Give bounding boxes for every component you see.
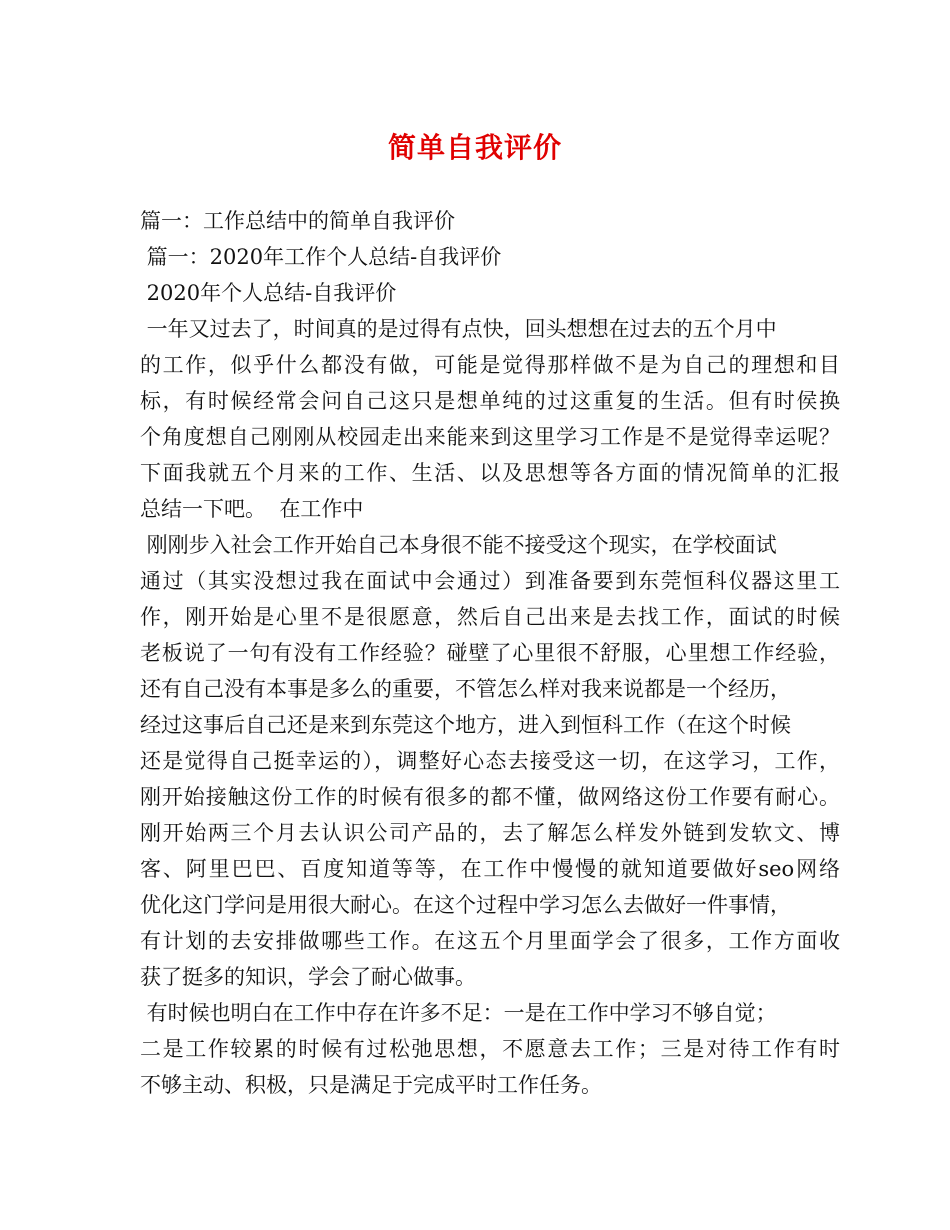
- body-line: 个角度想自己刚刚从校园走出来能来到这里学习工作是不是觉得幸运呢？: [140, 425, 840, 449]
- body-line: 篇一：工作总结中的简单自我评价: [140, 209, 455, 233]
- body-line: 刚开始接触这份工作的时候有很多的都不懂，做网络这份工作要有耐心。: [140, 785, 840, 809]
- body-line: 下面我就五个月来的工作、生活、以及思想等各方面的情况简单的汇报: [140, 461, 840, 485]
- body-line: 刚开始两三个月去认识公司产品的，去了解怎么样发外链到发软文、博: [140, 821, 840, 845]
- document-body: [140, 203, 840, 1103]
- body-line: 篇一：2020年工作个人总结-自我评价: [140, 245, 502, 269]
- body-line: 还有自己没有本事是多么的重要，不管怎么样对我来说都是一个经历，: [140, 677, 791, 701]
- body-line: 2020年个人总结-自我评价: [140, 281, 397, 305]
- body-line: 作，刚开始是心里不是很愿意，然后自己出来是去找工作，面试的时候: [140, 605, 840, 629]
- document-title: 简单自我评价: [387, 131, 562, 164]
- body-line: 还是觉得自己挺幸运的），调整好心态去接受这一切，在这学习，工作，: [140, 749, 840, 773]
- body-line: 通过（其实没想过我在面试中会通过）到准备要到东莞恒科仪器这里工: [140, 569, 840, 593]
- body-line: 总结一下吧。 在工作中: [140, 497, 364, 521]
- body-line: 一年又过去了，时间真的是过得有点快，回头想想在过去的五个月中: [140, 317, 777, 341]
- body-line: 标，有时候经常会问自己这只是想单纯的过这重复的生活。但有时侯换: [140, 389, 840, 413]
- body-line: 有计划的去安排做哪些工作。在这五个月里面学会了很多，工作方面收: [140, 929, 840, 953]
- body-line: 二是工作较累的时候有过松弛思想，不愿意去工作；三是对待工作有时: [140, 1037, 840, 1061]
- body-line: 获了挺多的知识，学会了耐心做事。: [140, 965, 476, 989]
- body-line: 有时候也明白在工作中存在许多不足：一是在工作中学习不够自觉；: [140, 1001, 777, 1025]
- body-line: 老板说了一句有没有工作经验？碰壁了心里很不舒服，心里想工作经验，: [140, 641, 840, 665]
- body-line: 刚刚步入社会工作开始自己本身很不能不接受这个现实，在学校面试: [140, 533, 777, 557]
- body-line: 的工作，似乎什么都没有做，可能是觉得那样做不是为自己的理想和目: [140, 353, 840, 377]
- body-line: 经过这事后自己还是来到东莞这个地方，进入到恒科工作（在这个时候: [140, 713, 791, 737]
- body-line: 不够主动、积极，只是满足于完成平时工作任务。: [140, 1073, 602, 1097]
- body-line: 优化这门学问是用很大耐心。在这个过程中学习怎么去做好一件事情，: [140, 893, 791, 917]
- body-line: 客、阿里巴巴、百度知道等等，在工作中慢慢的就知道要做好seo网络: [140, 857, 840, 881]
